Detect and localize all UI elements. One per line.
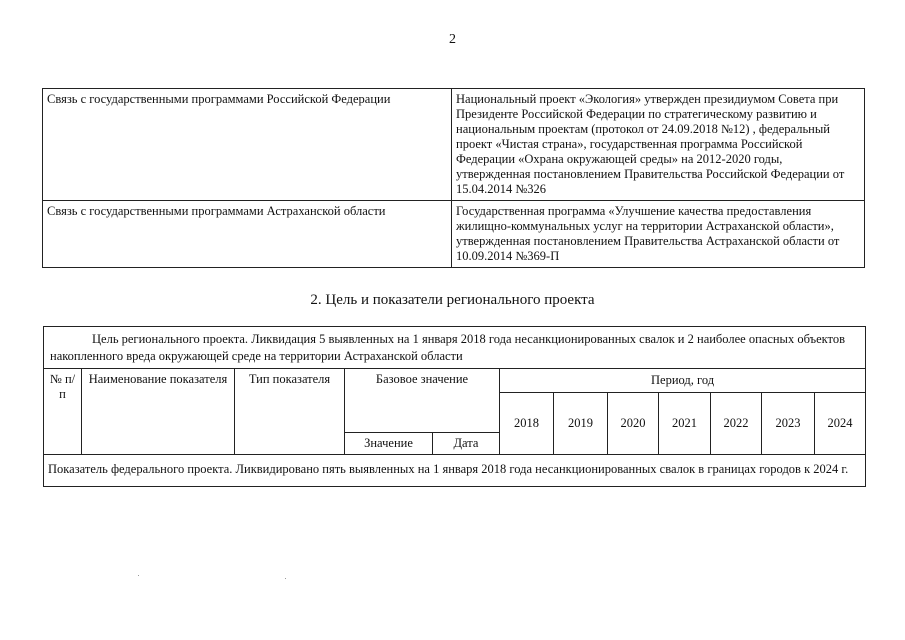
link-value-federal: Национальный проект «Экология» утвержден президиумом Совета при Президенте Российской Федерации по стратегическому развитию и национальным проектам (протокол от 24.09.2018 №12) , федеральный проект «Чистая страна», государственная программа Российской Федерации «Охрана окружающей среды» на 2012-2020 годы, утвержденная постановлением Правительства Российской Федерации от 15.04.2014 №326 bbox=[452, 89, 865, 201]
header-base-value: Базовое значение bbox=[345, 369, 500, 433]
year-2020: 2020 bbox=[608, 393, 659, 455]
header-indicator-type: Тип показателя bbox=[235, 369, 345, 455]
year-2024: 2024 bbox=[815, 393, 866, 455]
header-num: № п/п bbox=[44, 369, 82, 455]
year-2022: 2022 bbox=[711, 393, 762, 455]
page-number: 2 bbox=[449, 32, 456, 47]
year-2019: 2019 bbox=[554, 393, 608, 455]
program-links-table bbox=[42, 88, 865, 268]
table-row bbox=[43, 89, 865, 201]
federal-indicator: Показатель федерального проекта. Ликвидировано пять выявленных на 1 января 2018 года несанкционированных свалок в границах городов к 2024 г. bbox=[44, 455, 866, 487]
project-goal: Цель регионального проекта. Ликвидация 5 выявленных на 1 января 2018 года несанкционированных свалок и 2 наиболее опасных объектов накопленного вреда окружающей среде на территории Астраханской области bbox=[44, 327, 866, 369]
goal-row bbox=[44, 327, 866, 369]
year-2018: 2018 bbox=[500, 393, 554, 455]
header-row bbox=[44, 369, 866, 393]
header-date: Дата bbox=[433, 433, 500, 455]
year-2023: 2023 bbox=[762, 393, 815, 455]
header-indicator-name: Наименование показателя bbox=[82, 369, 235, 455]
scan-speck bbox=[285, 578, 286, 579]
header-value: Значение bbox=[345, 433, 433, 455]
federal-indicator-row bbox=[44, 455, 866, 487]
indicators-table bbox=[43, 326, 866, 487]
section-heading: 2. Цель и показатели регионального проекта bbox=[310, 292, 595, 308]
link-label-federal: Связь с государственными программами Российской Федерации bbox=[43, 89, 452, 201]
header-period: Период, год bbox=[500, 369, 866, 393]
scan-speck bbox=[138, 575, 139, 576]
link-value-regional: Государственная программа «Улучшение качества предоставления жилищно-коммунальных услуг на территории Астраханской области», утвержденная постановлением Правительства Астраханской области от 10.09.2014 №369-П bbox=[452, 201, 865, 268]
table-row bbox=[43, 201, 865, 268]
link-label-regional: Связь с государственными программами Астраханской области bbox=[43, 201, 452, 268]
year-2021: 2021 bbox=[659, 393, 711, 455]
